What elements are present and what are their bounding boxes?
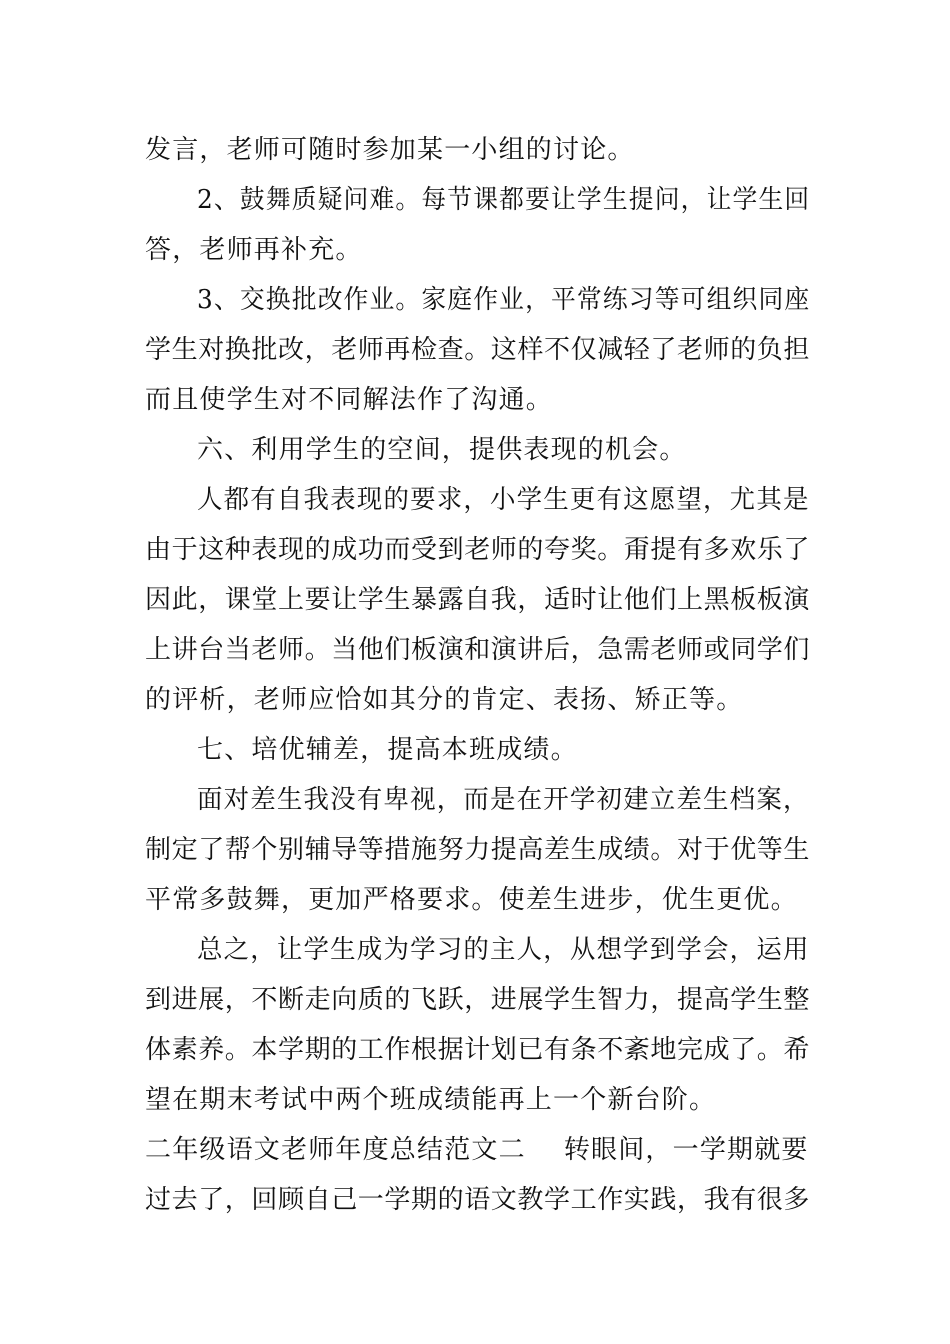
paragraph-line: 制定了帮个别辅导等措施努力提高差生成绩。对于优等生	[145, 835, 811, 865]
article-heading: 二年级语文老师年度总结范文二	[145, 1135, 526, 1165]
paragraph-line: 到进展，不断走向质的飞跃，进展学生智力，提高学生整	[145, 985, 811, 1015]
paragraph-line: 总之，让学生成为学习的主人，从想学到学会，运用	[197, 935, 810, 965]
paragraph-line: 由于这种表现的成功而受到老师的夸奖。甭提有多欢乐了	[145, 535, 811, 565]
paragraph-line: 2、鼓舞质疑问难。每节课都要让学生提问，让学生回	[197, 185, 811, 215]
paragraph-line: 而且使学生对不同解法作了沟通。	[145, 385, 554, 415]
heading-line	[145, 1133, 809, 1167]
paragraph-line: 的评析，老师应恰如其分的肯定、表扬、矫正等。	[145, 685, 744, 715]
paragraph-line: 3、交换批改作业。家庭作业，平常练习等可组织同座	[197, 285, 811, 315]
paragraph-line: 平常多鼓舞，更加严格要求。使差生进步，优生更优。	[145, 885, 798, 915]
heading-continuation: 转眼间，一学期就要	[563, 1135, 809, 1165]
paragraph-line: 人都有自我表现的要求，小学生更有这愿望，尤其是	[197, 485, 810, 515]
paragraph-line: 面对差生我没有卑视，而是在开学初建立差生档案，	[197, 785, 810, 815]
paragraph-line: 望在期末考试中两个班成绩能再上一个新台阶。	[145, 1085, 717, 1115]
paragraph-line: 因此，课堂上要让学生暴露自我，适时让他们上黑板板演	[145, 585, 811, 615]
paragraph-line: 答，老师再补充。	[145, 235, 363, 265]
paragraph-line: 学生对换批改，老师再检查。这样不仅减轻了老师的负担	[145, 335, 811, 365]
paragraph-line: 体素养。本学期的工作根据计划已有条不紊地完成了。希	[145, 1035, 811, 1065]
paragraph-line: 过去了，回顾自己一学期的语文教学工作实践，我有很多	[145, 1185, 811, 1215]
paragraph-line: 发言，老师可随时参加某一小组的讨论。	[145, 135, 635, 165]
section-heading: 七、培优辅差，提高本班成绩。	[197, 735, 578, 765]
paragraph-line: 上讲台当老师。当他们板演和演讲后，急需老师或同学们	[145, 635, 811, 665]
section-heading: 六、利用学生的空间，提供表现的机会。	[197, 435, 687, 465]
